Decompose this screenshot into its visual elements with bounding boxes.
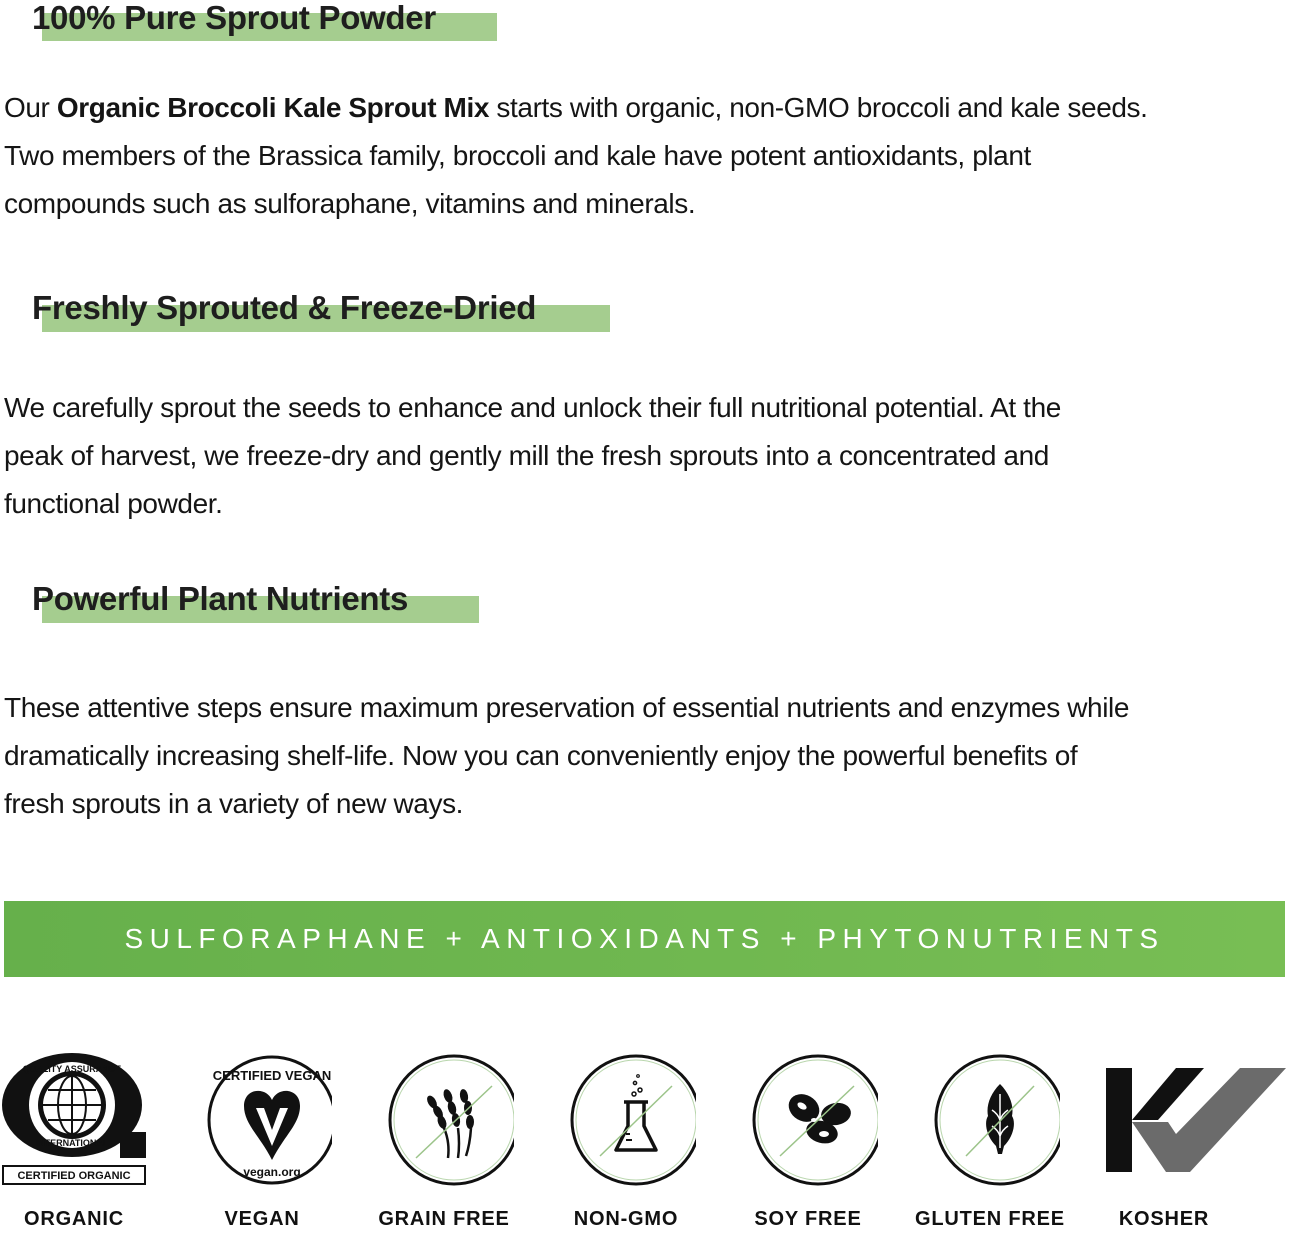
section-heading-pure-sprout-powder: 100% Pure Sprout Powder: [32, 0, 436, 36]
badge-label: VEGAN: [224, 1208, 300, 1230]
badge-organic: [0, 1050, 148, 1230]
badge-label: KOSHER: [1118, 1208, 1210, 1230]
wheat-crossed-icon: [364, 1050, 524, 1190]
badge-label: SOY FREE: [754, 1208, 862, 1230]
paragraph-text: These attentive steps ensure maximum preservation of essential nutrients and enzymes while: [4, 692, 1130, 723]
badge-gluten-free: [910, 1050, 1070, 1230]
paragraph-text: functional powder.: [4, 488, 223, 519]
ring-text-top: CERTIFIED VEGAN: [212, 1068, 332, 1083]
badge-label: GRAIN FREE: [378, 1208, 510, 1230]
flask-crossed-icon: [546, 1050, 706, 1190]
ring-text-bottom: INTERNATIONAL: [35, 1138, 109, 1148]
badge-label: GLUTEN FREE: [915, 1208, 1065, 1230]
icon-caption: CERTIFIED ORGANIC: [17, 1170, 131, 1182]
ring-text-bottom: vegan.org: [243, 1165, 301, 1179]
badge-vegan: [182, 1050, 342, 1230]
paragraph-text: We carefully sprout the seeds to enhance and unlock their full nutritional potential. At the: [4, 392, 1061, 423]
badge-soy-free: [728, 1050, 888, 1230]
section-heading-freshly-sprouted: Freshly Sprouted & Freeze-Dried: [32, 289, 537, 326]
paragraph-text: peak of harvest, we freeze-dry and gently mill the fresh sprouts into a concentrated and: [4, 440, 1049, 471]
paragraph-text: dramatically increasing shelf-life. Now you can conveniently enjoy the powerful benefits of: [4, 740, 1078, 771]
badge-label: NON-GMO: [573, 1208, 679, 1230]
product-name: Organic Broccoli Kale Sprout Mix: [56, 92, 490, 123]
badge-label: ORGANIC: [23, 1208, 125, 1230]
paragraph-text: Two members of the Brassica family, broccoli and kale have potent antioxidants, plant: [4, 140, 1031, 171]
grain-crossed-icon: [910, 1050, 1070, 1190]
paragraph-text: Our: [4, 92, 57, 123]
paragraph-text: starts with organic, non-GMO broccoli and kale seeds.: [489, 92, 1148, 123]
badge-grain-free: [364, 1050, 524, 1230]
nutrients-banner: [4, 901, 1285, 977]
section-paragraph-plant-nutrients: [4, 684, 1289, 828]
paragraph-text: fresh sprouts in a variety of new ways.: [4, 788, 464, 819]
section-paragraph-freshly-sprouted: [4, 384, 1289, 528]
soybean-crossed-icon: [728, 1050, 888, 1190]
quality-assurance-international-icon: [0, 1050, 148, 1190]
certified-vegan-icon: [182, 1050, 342, 1190]
section-heading-plant-nutrients: Powerful Plant Nutrients: [32, 580, 409, 617]
banner-text: SULFORAPHANE + ANTIOXIDANTS + PHYTONUTRIENTS: [124, 923, 1165, 954]
ring-text-top: QUALITY ASSURANCE: [22, 1064, 122, 1074]
paragraph-text: compounds such as sulforaphane, vitamins and minerals.: [4, 188, 696, 219]
section-paragraph-pure-sprout-powder: [4, 84, 1289, 228]
badge-kosher: [1100, 1050, 1289, 1230]
kosher-kv-icon: [1100, 1050, 1289, 1190]
badge-non-gmo: [546, 1050, 706, 1230]
